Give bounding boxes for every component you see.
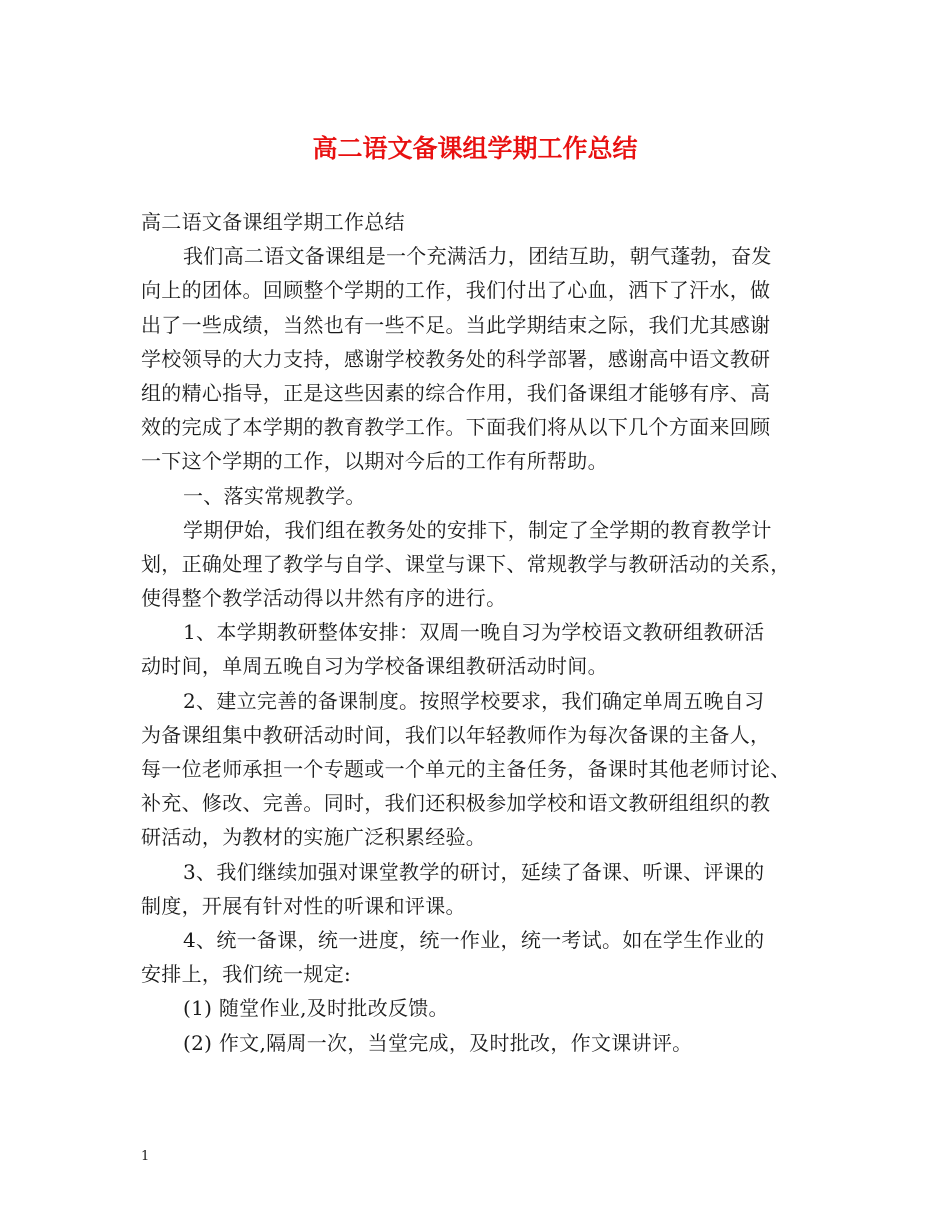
text-line: 每一位老师承担一个专题或一个单元的主备任务，备课时其他老师讨论、 — [141, 757, 791, 781]
text-line: 组的精心指导，正是这些因素的综合作用，我们备课组才能够有序、高 — [141, 380, 771, 405]
text-line: 1、本学期教研整体安排：双周一晚自习为学校语文教研组教研活 — [183, 620, 765, 645]
document-title: 高二语文备课组学期工作总结 — [312, 134, 638, 163]
text-line: 使得整个教学活动得以井然有序的进行。 — [141, 586, 507, 611]
text-line: 动时间，单周五晚自习为学校备课组教研活动时间。 — [141, 654, 608, 679]
text-line: 安排上，我们统一规定: — [141, 962, 352, 987]
text-line: 为备课组集中教研活动时间，我们以年轻教师作为每次备课的主备人， — [141, 722, 771, 747]
text-line: 3、我们继续加强对课堂教学的研讨，延续了备课、听课、评课的 — [183, 859, 765, 884]
text-line: 向上的团体。回顾整个学期的工作，我们付出了心血，洒下了汗水，做 — [141, 278, 771, 303]
text-line: 2、建立完善的备课制度。按照学校要求，我们确定单周五晚自习 — [183, 688, 765, 713]
text-line: 学期伊始，我们组在教务处的安排下，制定了全学期的教育教学计 — [183, 517, 772, 542]
text-line: 出了一些成绩，当然也有一些不足。当此学期结束之际，我们尤其感谢 — [141, 312, 771, 337]
text-line: 补充、修改、完善。同时，我们还积极参加学校和语文教研组组织的教 — [141, 791, 771, 816]
text-line: 制度，开展有针对性的听课和评课。 — [141, 893, 466, 918]
text-line: 研活动，为教材的实施广泛积累经验。 — [141, 825, 487, 850]
document-body — [141, 205, 831, 1060]
text-line: (1) 随堂作业,及时批改反馈。 — [183, 996, 449, 1021]
text-line: (2) 作文,隔周一次，当堂完成，及时批改，作文课讲评。 — [183, 1030, 693, 1055]
text-line: 高二语文备课组学期工作总结 — [141, 210, 405, 234]
text-line: 4、统一备课，统一进度，统一作业，统一考试。如在学生作业的 — [183, 927, 765, 952]
text-line: 一、落实常规教学。 — [183, 483, 366, 508]
text-line: 我们高二语文备课组是一个充满活力，团结互助，朝气蓬勃，奋发 — [183, 244, 772, 269]
text-line: 学校领导的大力支持，感谢学校教务处的科学部署，感谢高中语文教研 — [141, 346, 771, 371]
text-line: 一下这个学期的工作，以期对今后的工作有所帮助。 — [141, 449, 608, 474]
text-line: 划，正确处理了教学与自学、课堂与课下、常规教学与教研活动的关系， — [141, 551, 791, 576]
page-number: 1 — [141, 1149, 150, 1164]
text-line: 效的完成了本学期的教育教学工作。下面我们将从以下几个方面来回顾 — [141, 415, 771, 440]
